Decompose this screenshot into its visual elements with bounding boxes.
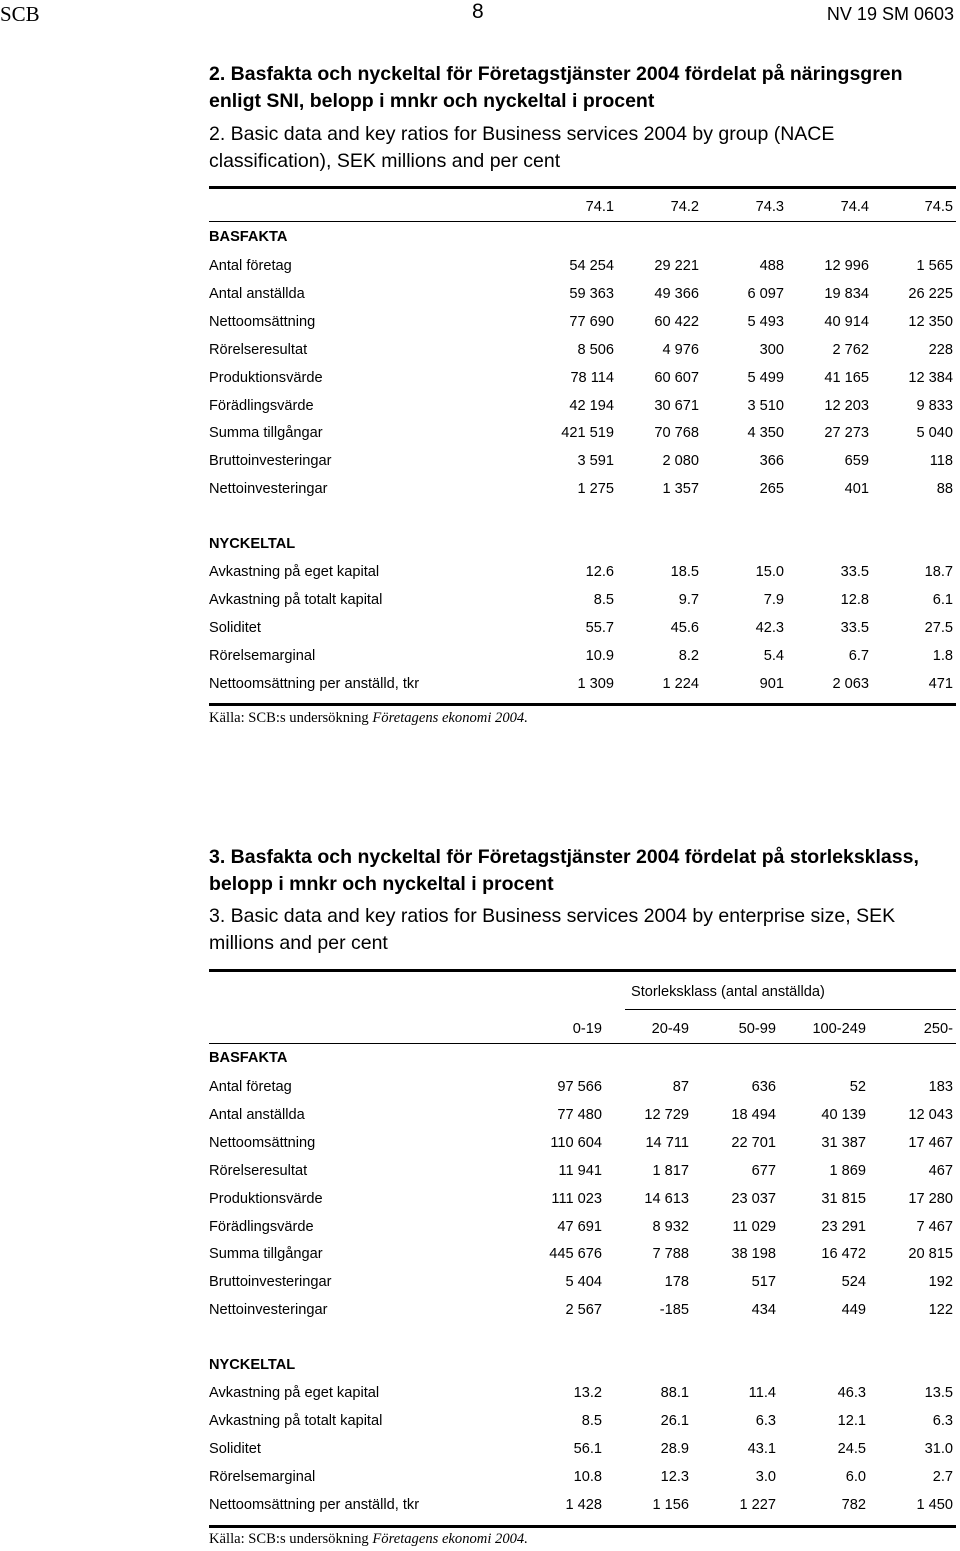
t3-col-header: 250-	[923, 1021, 953, 1037]
table-cell: 6.3	[932, 1412, 953, 1429]
t2-col-header: 74.2	[670, 199, 699, 215]
row-label: Soliditet	[209, 1440, 261, 1457]
row-label: Avkastning på eget kapital	[209, 1385, 380, 1401]
table-cell: 118	[929, 453, 953, 470]
table2-title-sv: 2. Basfakta och nyckeltal för Företagstjänster 2004 fördelat på näringsgren enligt SNI, belopp i mnkr och nyckeltal i procent	[209, 63, 903, 112]
table-cell: 3 510	[747, 397, 784, 414]
table-cell: 1 428	[565, 1496, 602, 1513]
table-cell: 31 387	[821, 1134, 866, 1151]
t3-table-row	[209, 1107, 956, 1131]
source-publication: Företagens ekonomi 2004.	[372, 1531, 528, 1547]
t2-table-row	[209, 481, 956, 505]
table-cell: 1.8	[932, 647, 953, 664]
table-cell: 41 165	[824, 369, 869, 386]
t3-table-row	[209, 1079, 956, 1103]
row-label: Soliditet	[209, 619, 261, 636]
table-cell: 178	[664, 1274, 689, 1291]
table-cell: 14 711	[645, 1134, 689, 1151]
table-cell: 524	[841, 1274, 866, 1291]
table-cell: 782	[841, 1496, 866, 1513]
table-cell: 13.2	[573, 1385, 602, 1401]
table-cell: 183	[928, 1079, 953, 1095]
table-cell: 56.1	[573, 1440, 602, 1457]
row-label: Antal anställda	[209, 285, 305, 302]
table-cell: 1 275	[577, 481, 614, 498]
t3-col-header: 50-99	[738, 1021, 776, 1037]
table-cell: 421 519	[561, 425, 614, 442]
table-cell: 6.7	[848, 647, 869, 664]
table-cell: 5 493	[747, 313, 784, 330]
table-cell: 43.1	[747, 1440, 776, 1457]
table-cell: 517	[751, 1274, 776, 1291]
t2-table-row	[209, 676, 956, 700]
table-cell: 28.9	[660, 1440, 689, 1457]
row-label: Rörelseresultat	[209, 341, 308, 358]
table-cell: 12 996	[824, 258, 869, 274]
table3-top-rule	[209, 969, 956, 972]
table-cell: 1 869	[829, 1162, 866, 1179]
row-label: Nettoomsättning	[209, 1134, 316, 1151]
table-cell: 26.1	[660, 1412, 689, 1429]
t2-source-note	[209, 710, 528, 727]
row-label: Antal anställda	[209, 1106, 305, 1123]
t2-section-basfakta: BASFAKTA	[209, 229, 288, 245]
table-cell: 901	[759, 675, 784, 692]
t3-table-row	[209, 1163, 956, 1187]
table-cell: 6.0	[845, 1468, 866, 1485]
table-cell: 2 567	[565, 1302, 602, 1319]
table-cell: 20 815	[908, 1246, 953, 1263]
table-cell: 12 384	[908, 369, 953, 386]
table-cell: 18 494	[731, 1106, 776, 1123]
t3-header-rule	[209, 1043, 956, 1044]
row-label: Avkastning på totalt kapital	[209, 591, 383, 608]
t2-col-header: 74.5	[924, 199, 953, 215]
table-cell: 30 671	[654, 397, 699, 414]
t2-table-row	[209, 314, 956, 338]
table-cell: 31 815	[821, 1190, 866, 1207]
table-cell: 33.5	[840, 619, 869, 636]
t2-table-row	[209, 453, 956, 477]
table-cell: 192	[928, 1274, 953, 1291]
table-cell: 10.9	[585, 647, 614, 664]
table-cell: 12 350	[908, 313, 953, 330]
t3-table-row	[209, 1469, 956, 1493]
table-cell: 5 040	[916, 425, 953, 442]
table-cell: 12.3	[660, 1468, 689, 1485]
table-cell: 111 023	[551, 1190, 602, 1207]
table-cell: 15.0	[755, 564, 784, 580]
row-label: Avkastning på totalt kapital	[209, 1412, 383, 1429]
table-cell: 401	[844, 481, 869, 498]
row-label: Summa tillgångar	[209, 425, 323, 442]
table-cell: 77 690	[569, 313, 614, 330]
t3-bottom-rule	[209, 1525, 956, 1528]
table-cell: 488	[759, 258, 784, 274]
t3-table-row	[209, 1135, 956, 1159]
t2-table-row	[209, 425, 956, 449]
t3-table-row	[209, 1497, 956, 1521]
table-cell: 449	[841, 1302, 866, 1319]
table-cell: 13.5	[924, 1385, 953, 1401]
table-cell: 2.7	[932, 1468, 953, 1485]
t2-table-row	[209, 258, 956, 282]
table-cell: 6 097	[747, 285, 784, 302]
t3-table-row	[209, 1246, 956, 1270]
t3-table-row	[209, 1191, 956, 1215]
table-cell: 33.5	[840, 564, 869, 580]
t2-table-row	[209, 286, 956, 310]
table-cell: 8.5	[593, 591, 614, 608]
table-cell: 12 043	[908, 1106, 953, 1123]
table-cell: 6.1	[932, 591, 953, 608]
t3-table-row	[209, 1219, 956, 1243]
row-label: Nettoomsättning per anställd, tkr	[209, 675, 420, 692]
table-cell: 18.7	[924, 564, 953, 580]
table-cell: 11 029	[732, 1218, 776, 1235]
table-cell: 29 221	[654, 258, 699, 274]
table-cell: 19 834	[824, 285, 869, 302]
source-publication: Företagens ekonomi 2004.	[372, 710, 528, 726]
table-cell: 122	[928, 1302, 953, 1319]
t3-table-row	[209, 1413, 956, 1437]
t2-table-row	[209, 620, 956, 644]
table-cell: 47 691	[557, 1218, 602, 1235]
row-label: Produktionsvärde	[209, 1190, 323, 1207]
row-label: Antal företag	[209, 1079, 292, 1095]
t3-table-row	[209, 1385, 956, 1409]
table-cell: 8.2	[678, 647, 699, 664]
row-label: Nettoomsättning per anställd, tkr	[209, 1496, 420, 1513]
table3-group-header: Storleksklass (antal anställda)	[631, 984, 825, 1000]
table-cell: 1 450	[916, 1496, 953, 1513]
table-cell: 228	[928, 341, 953, 358]
table-cell: 265	[759, 481, 784, 498]
source-prefix: Källa: SCB:s undersökning	[209, 710, 373, 726]
table-cell: 45.6	[670, 619, 699, 636]
table-cell: 49 366	[654, 285, 699, 302]
row-label: Rörelseresultat	[209, 1162, 308, 1179]
table-cell: 87	[672, 1079, 689, 1095]
table-cell: 8 932	[652, 1218, 689, 1235]
source-prefix: Källa: SCB:s undersökning	[209, 1531, 373, 1547]
table-cell: 60 422	[654, 313, 699, 330]
table-cell: 18.5	[670, 564, 699, 580]
table-cell: 3 591	[577, 453, 614, 470]
table-cell: 4 976	[662, 341, 699, 358]
t2-col-header: 74.4	[840, 199, 869, 215]
t3-table-row	[209, 1274, 956, 1298]
row-label: Bruttoinvesteringar	[209, 453, 332, 470]
table-cell: 2 762	[832, 341, 869, 358]
table-cell: 8.5	[581, 1412, 602, 1429]
table-cell: 12.6	[585, 564, 614, 580]
table-cell: 1 156	[652, 1496, 689, 1513]
table-cell: 6.3	[755, 1412, 776, 1429]
page-number: 8	[472, 0, 484, 23]
t3-table-row	[209, 1441, 956, 1465]
table-cell: 27 273	[824, 425, 869, 442]
row-label: Rörelsemarginal	[209, 647, 316, 664]
table-cell: 8 506	[577, 341, 614, 358]
table-cell: 1 224	[662, 675, 699, 692]
table-cell: 659	[844, 453, 869, 470]
t3-table-row	[209, 1302, 956, 1326]
table-cell: 1 817	[652, 1162, 689, 1179]
table-cell: 24.5	[837, 1440, 866, 1457]
table-cell: 16 472	[821, 1246, 866, 1263]
row-label: Summa tillgångar	[209, 1246, 323, 1263]
table-cell: 40 139	[821, 1106, 866, 1123]
table-cell: 31.0	[924, 1440, 953, 1457]
table-cell: 5.4	[763, 647, 784, 664]
table-cell: 12 203	[824, 397, 869, 414]
table-cell: 1 565	[916, 258, 953, 274]
table-cell: -185	[659, 1302, 689, 1319]
table-cell: 5 499	[747, 369, 784, 386]
t2-table-row	[209, 648, 956, 672]
t2-col-header: 74.3	[755, 199, 784, 215]
table3-title-sv: 3. Basfakta och nyckeltal för Företagstjänster 2004 fördelat på storleksklass, belopp i mnkr och nyckeltal i procent	[209, 846, 919, 895]
table-cell: 38 198	[731, 1246, 776, 1263]
table-cell: 88.1	[660, 1385, 689, 1401]
t2-bottom-rule	[209, 703, 956, 706]
t2-table-row	[209, 342, 956, 366]
table-cell: 4 350	[747, 425, 784, 442]
t2-table-row	[209, 564, 956, 588]
table-cell: 26 225	[908, 285, 953, 302]
table-cell: 46.3	[837, 1385, 866, 1401]
table-cell: 366	[759, 453, 784, 470]
table-cell: 88	[936, 481, 953, 498]
table-cell: 12.1	[837, 1412, 866, 1429]
table-cell: 40 914	[824, 313, 869, 330]
table-cell: 7 788	[652, 1246, 689, 1263]
t2-col-header: 74.1	[585, 199, 614, 215]
table3-group-rule	[625, 1009, 956, 1010]
row-label: Antal företag	[209, 258, 292, 274]
table-cell: 110 604	[550, 1134, 602, 1151]
t3-col-header: 0-19	[572, 1021, 602, 1037]
table-cell: 54 254	[569, 258, 614, 274]
table-cell: 2 080	[662, 453, 699, 470]
table-cell: 1 357	[662, 481, 699, 498]
t3-section-nyckeltal: NYCKELTAL	[209, 1357, 296, 1373]
t3-section-basfakta: BASFAKTA	[209, 1050, 288, 1066]
table-cell: 9 833	[916, 397, 953, 414]
t3-col-header: 100-249	[812, 1021, 866, 1037]
table-cell: 22 701	[731, 1134, 776, 1151]
table-cell: 434	[751, 1302, 776, 1319]
table-cell: 445 676	[549, 1246, 602, 1263]
row-label: Avkastning på eget kapital	[209, 564, 380, 580]
table-cell: 7.9	[763, 591, 784, 608]
table-cell: 14 613	[644, 1190, 689, 1207]
table-cell: 77 480	[557, 1106, 602, 1123]
table3-title-en: 3. Basic data and key ratios for Business services 2004 by enterprise size, SEK millions and per cent	[209, 905, 896, 954]
table-cell: 70 768	[654, 425, 699, 442]
t3-source-note	[209, 1531, 528, 1548]
row-label: Förädlingsvärde	[209, 397, 314, 414]
table-cell: 3.0	[755, 1468, 776, 1485]
table-cell: 10.8	[573, 1468, 602, 1485]
row-label: Produktionsvärde	[209, 369, 323, 386]
row-label: Nettoinvesteringar	[209, 1302, 328, 1319]
t2-section-nyckeltal: NYCKELTAL	[209, 536, 296, 552]
table-cell: 52	[849, 1079, 866, 1095]
row-label: Rörelsemarginal	[209, 1468, 316, 1485]
header-left: SCB	[0, 2, 40, 26]
table-cell: 11 941	[558, 1162, 602, 1179]
table-cell: 59 363	[569, 285, 614, 302]
table-cell: 23 037	[731, 1190, 776, 1207]
table-cell: 23 291	[821, 1218, 866, 1235]
table-cell: 7 467	[916, 1218, 953, 1235]
table-cell: 300	[759, 341, 784, 358]
table-cell: 78 114	[570, 369, 614, 386]
table2-top-rule	[209, 186, 956, 189]
t3-col-header: 20-49	[651, 1021, 689, 1037]
table-cell: 55.7	[585, 619, 614, 636]
row-label: Nettoinvesteringar	[209, 481, 328, 498]
table-cell: 97 566	[557, 1079, 602, 1095]
table-cell: 677	[751, 1162, 776, 1179]
table-cell: 60 607	[654, 369, 699, 386]
table-cell: 27.5	[924, 619, 953, 636]
table-cell: 471	[928, 675, 953, 692]
row-label: Nettoomsättning	[209, 313, 316, 330]
row-label: Bruttoinvesteringar	[209, 1274, 332, 1291]
header-right: NV 19 SM 0603	[826, 4, 954, 24]
t2-header-rule	[209, 221, 956, 222]
t2-table-row	[209, 592, 956, 616]
t2-table-row	[209, 398, 956, 422]
table2-title-en: 2. Basic data and key ratios for Business services 2004 by group (NACE classification), SEK millions and per cent	[209, 123, 835, 172]
table-cell: 9.7	[678, 591, 699, 608]
table-cell: 12.8	[840, 591, 869, 608]
table-cell: 2 063	[832, 675, 869, 692]
table-cell: 11.4	[748, 1385, 776, 1401]
table-cell: 17 280	[908, 1190, 953, 1207]
table-cell: 467	[928, 1162, 953, 1179]
table-cell: 12 729	[644, 1106, 689, 1123]
table-cell: 5 404	[565, 1274, 602, 1291]
table-cell: 17 467	[908, 1134, 953, 1151]
t2-table-row	[209, 370, 956, 394]
row-label: Förädlingsvärde	[209, 1218, 314, 1235]
table-cell: 1 309	[577, 675, 614, 692]
table-cell: 636	[751, 1079, 776, 1095]
table-cell: 42 194	[569, 397, 614, 414]
table-cell: 1 227	[739, 1496, 776, 1513]
table-cell: 42.3	[755, 619, 784, 636]
